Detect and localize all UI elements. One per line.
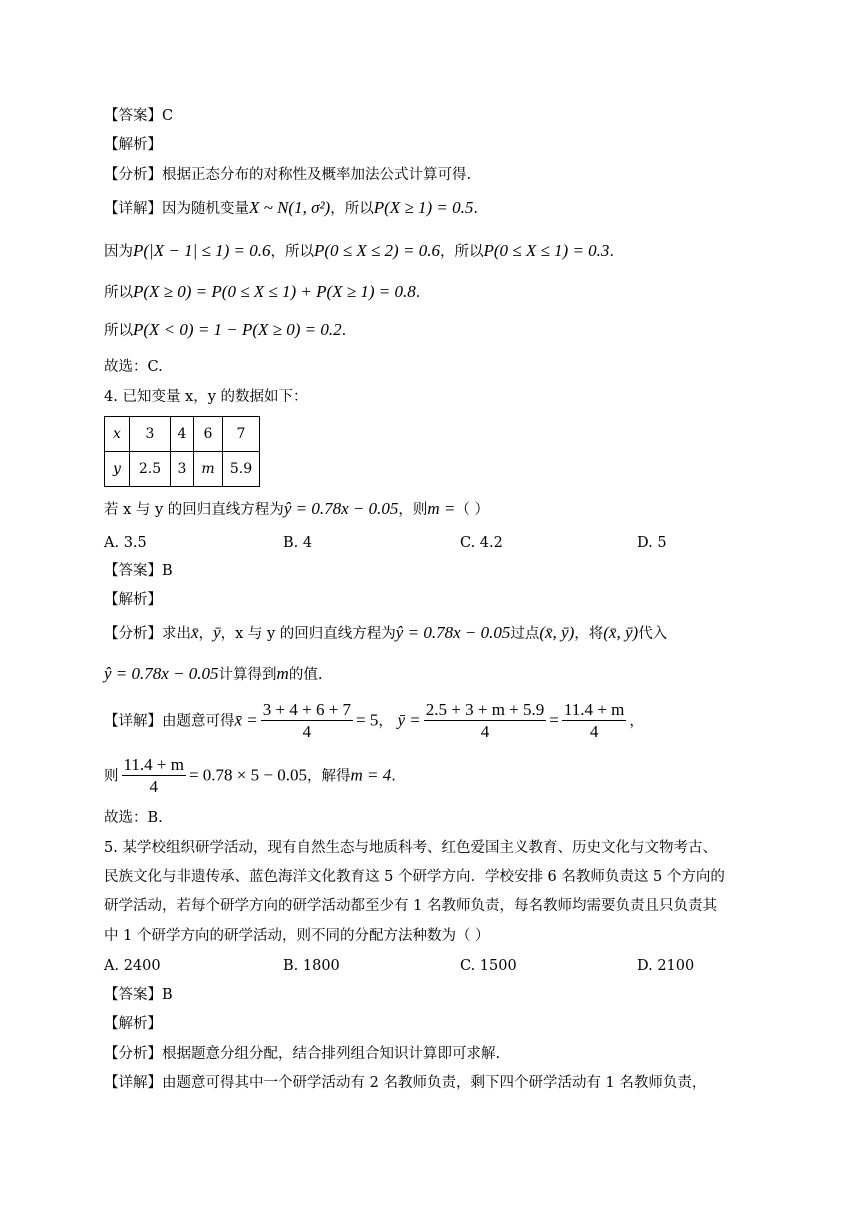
q3-choose: 故选：C. (104, 359, 163, 375)
table-row (105, 452, 260, 487)
q4-fenxi-line-2: ŷ = 0.78x − 0.05计算得到m的值. (104, 664, 323, 683)
table-cell: 5.9 (223, 452, 260, 487)
fraction: $\frac{11.4 + m}{4}$ (563, 700, 625, 741)
math-expression: (x̄, ȳ) (603, 623, 639, 642)
q3-answer: 【答案】C (104, 108, 174, 124)
option-b: B. 4 (283, 535, 313, 551)
math-expression: P(|X − 1| ≤ 1) = 0.6 (133, 241, 271, 260)
q4-fenxi-line-1: 【分析】求出x̄，ȳ，x 与 y 的回归直线方程为ŷ = 0.78x − 0.05过点(x̄, ȳ)，将(x̄, ȳ)代入 (104, 623, 668, 642)
math-expression: x̄ = (234, 710, 258, 730)
option-b: B. 1800 (283, 958, 340, 974)
option-a: A. 2400 (104, 958, 161, 974)
math-expression: P(X ≥ 1) = 0.5 (373, 198, 474, 217)
math-expression: P(X < 0) = 1 − P(X ≥ 0) = 0.2 (133, 320, 342, 339)
q4-analysis-heading: 【解析】 (104, 592, 162, 608)
fraction: $\frac{11.4 + m}{4}$ (123, 755, 184, 796)
math-expression: m = (427, 499, 456, 518)
math-expression: P(0 ≤ X ≤ 2) = 0.6 (313, 241, 440, 260)
q5-fenxi: 【分析】根据题意分组分配，结合排列组合知识计算即可求解. (104, 1046, 501, 1062)
q3-detail-line-3: 所以P(X ≥ 0) = P(0 ≤ X ≤ 1) + P(X ≥ 1) = 0.8. (104, 282, 421, 301)
table-cell: m (194, 452, 223, 487)
q5-stem-line-1: 5. 某学校组织研学活动，现有自然生态与地质科考、红色爱国主义教育、历史文化与文物考古、 (104, 840, 717, 856)
q5-detail: 【详解】由题意可得其中一个研学活动有 2 名教师负责，剩下四个研学活动有 1 名教师负责， (104, 1075, 707, 1091)
option-c: C. 1500 (460, 958, 517, 974)
math-expression: P(0 ≤ X ≤ 1) = 0.3 (483, 241, 610, 260)
math-expression: ȳ (213, 623, 221, 642)
q4-answer: 【答案】B (104, 563, 173, 579)
q5-answer: 【答案】B (104, 987, 173, 1003)
q4-detail-line: 【详解】由题意可得x̄ = $\frac{3 + 4 + 6 + 7}{4}$ = 5， ȳ = $\frac{2.5 + 3 + m + 5.9}{4}$ = $\frac{11.4 + m}{4}$ ， (104, 700, 644, 741)
table-cell: 6 (194, 417, 223, 452)
math-expression: ŷ = 0.78x − 0.05 (283, 499, 399, 518)
q5-stem-line-3: 研学活动，若每个研学方向的研学活动都至少有 1 名教师负责，每名教师均需要负责且只负责其 (104, 898, 717, 914)
q5-analysis-heading: 【解析】 (104, 1016, 162, 1032)
q3-fenxi: 【分析】根据正态分布的对称性及概率加法公式计算可得. (104, 167, 472, 183)
math-expression: ŷ = 0.78x − 0.05 (395, 623, 511, 642)
q5-stem-line-4: 中 1 个研学方向的研学活动，则不同的分配方法种数为（ ） (104, 928, 490, 944)
q4-choose: 故选：B. (104, 810, 163, 826)
math-expression: (x̄, ȳ) (539, 623, 575, 642)
data-table (104, 416, 260, 487)
table-cell: 3 (130, 417, 171, 452)
q3-detail-line-2: 因为P(|X − 1| ≤ 1) = 0.6，所以P(0 ≤ X ≤ 2) = 0.6，所以P(0 ≤ X ≤ 1) = 0.3. (104, 241, 615, 260)
table-cell: 7 (223, 417, 260, 452)
table-row (105, 417, 260, 452)
table-cell: 2.5 (130, 452, 171, 487)
option-d: D. 2100 (637, 958, 695, 974)
q4-then-line: 则 $\frac{11.4 + m}{4}$ = 0.78 × 5 − 0.05，解得m = 4. (104, 755, 396, 796)
q4-question: 若 x 与 y 的回归直线方程为ŷ = 0.78x − 0.05，则m =（ ） (104, 499, 489, 518)
math-expression: m (276, 664, 289, 683)
table-cell: x (105, 417, 130, 452)
fraction: $\frac{2.5 + 3 + m + 5.9}{4}$ (425, 700, 545, 741)
option-d: D. 5 (637, 535, 667, 551)
q3-analysis-heading: 【解析】 (104, 137, 162, 153)
table-cell: 4 (171, 417, 194, 452)
table-cell: y (105, 452, 130, 487)
math-expression: P(X ≥ 0) = P(0 ≤ X ≤ 1) + P(X ≥ 1) = 0.8 (133, 282, 416, 301)
fraction: $\frac{3 + 4 + 6 + 7}{4}$ (262, 700, 352, 741)
option-c: C. 4.2 (460, 535, 503, 551)
math-expression: ŷ = 0.78x − 0.05 (104, 664, 219, 683)
option-a: A. 3.5 (104, 535, 147, 551)
q5-stem-line-2: 民族文化与非遗传承、蓝色海洋文化教育这 5 个研学方向．学校安排 6 名教师负责这 5 个方向的 (104, 869, 725, 885)
math-expression: x̄ (191, 623, 199, 642)
q3-detail-line-1: 【详解】因为随机变量X ~ N(1, σ²)，所以P(X ≥ 1) = 0.5. (104, 198, 478, 217)
q4-stem: 4. 已知变量 x，y 的数据如下： (104, 389, 308, 405)
table-cell: 3 (171, 452, 194, 487)
math-expression: m = 4 (350, 765, 392, 785)
math-expression: X ~ N(1, σ²) (249, 198, 331, 217)
q3-detail-line-4: 所以P(X < 0) = 1 − P(X ≥ 0) = 0.2. (104, 320, 347, 339)
